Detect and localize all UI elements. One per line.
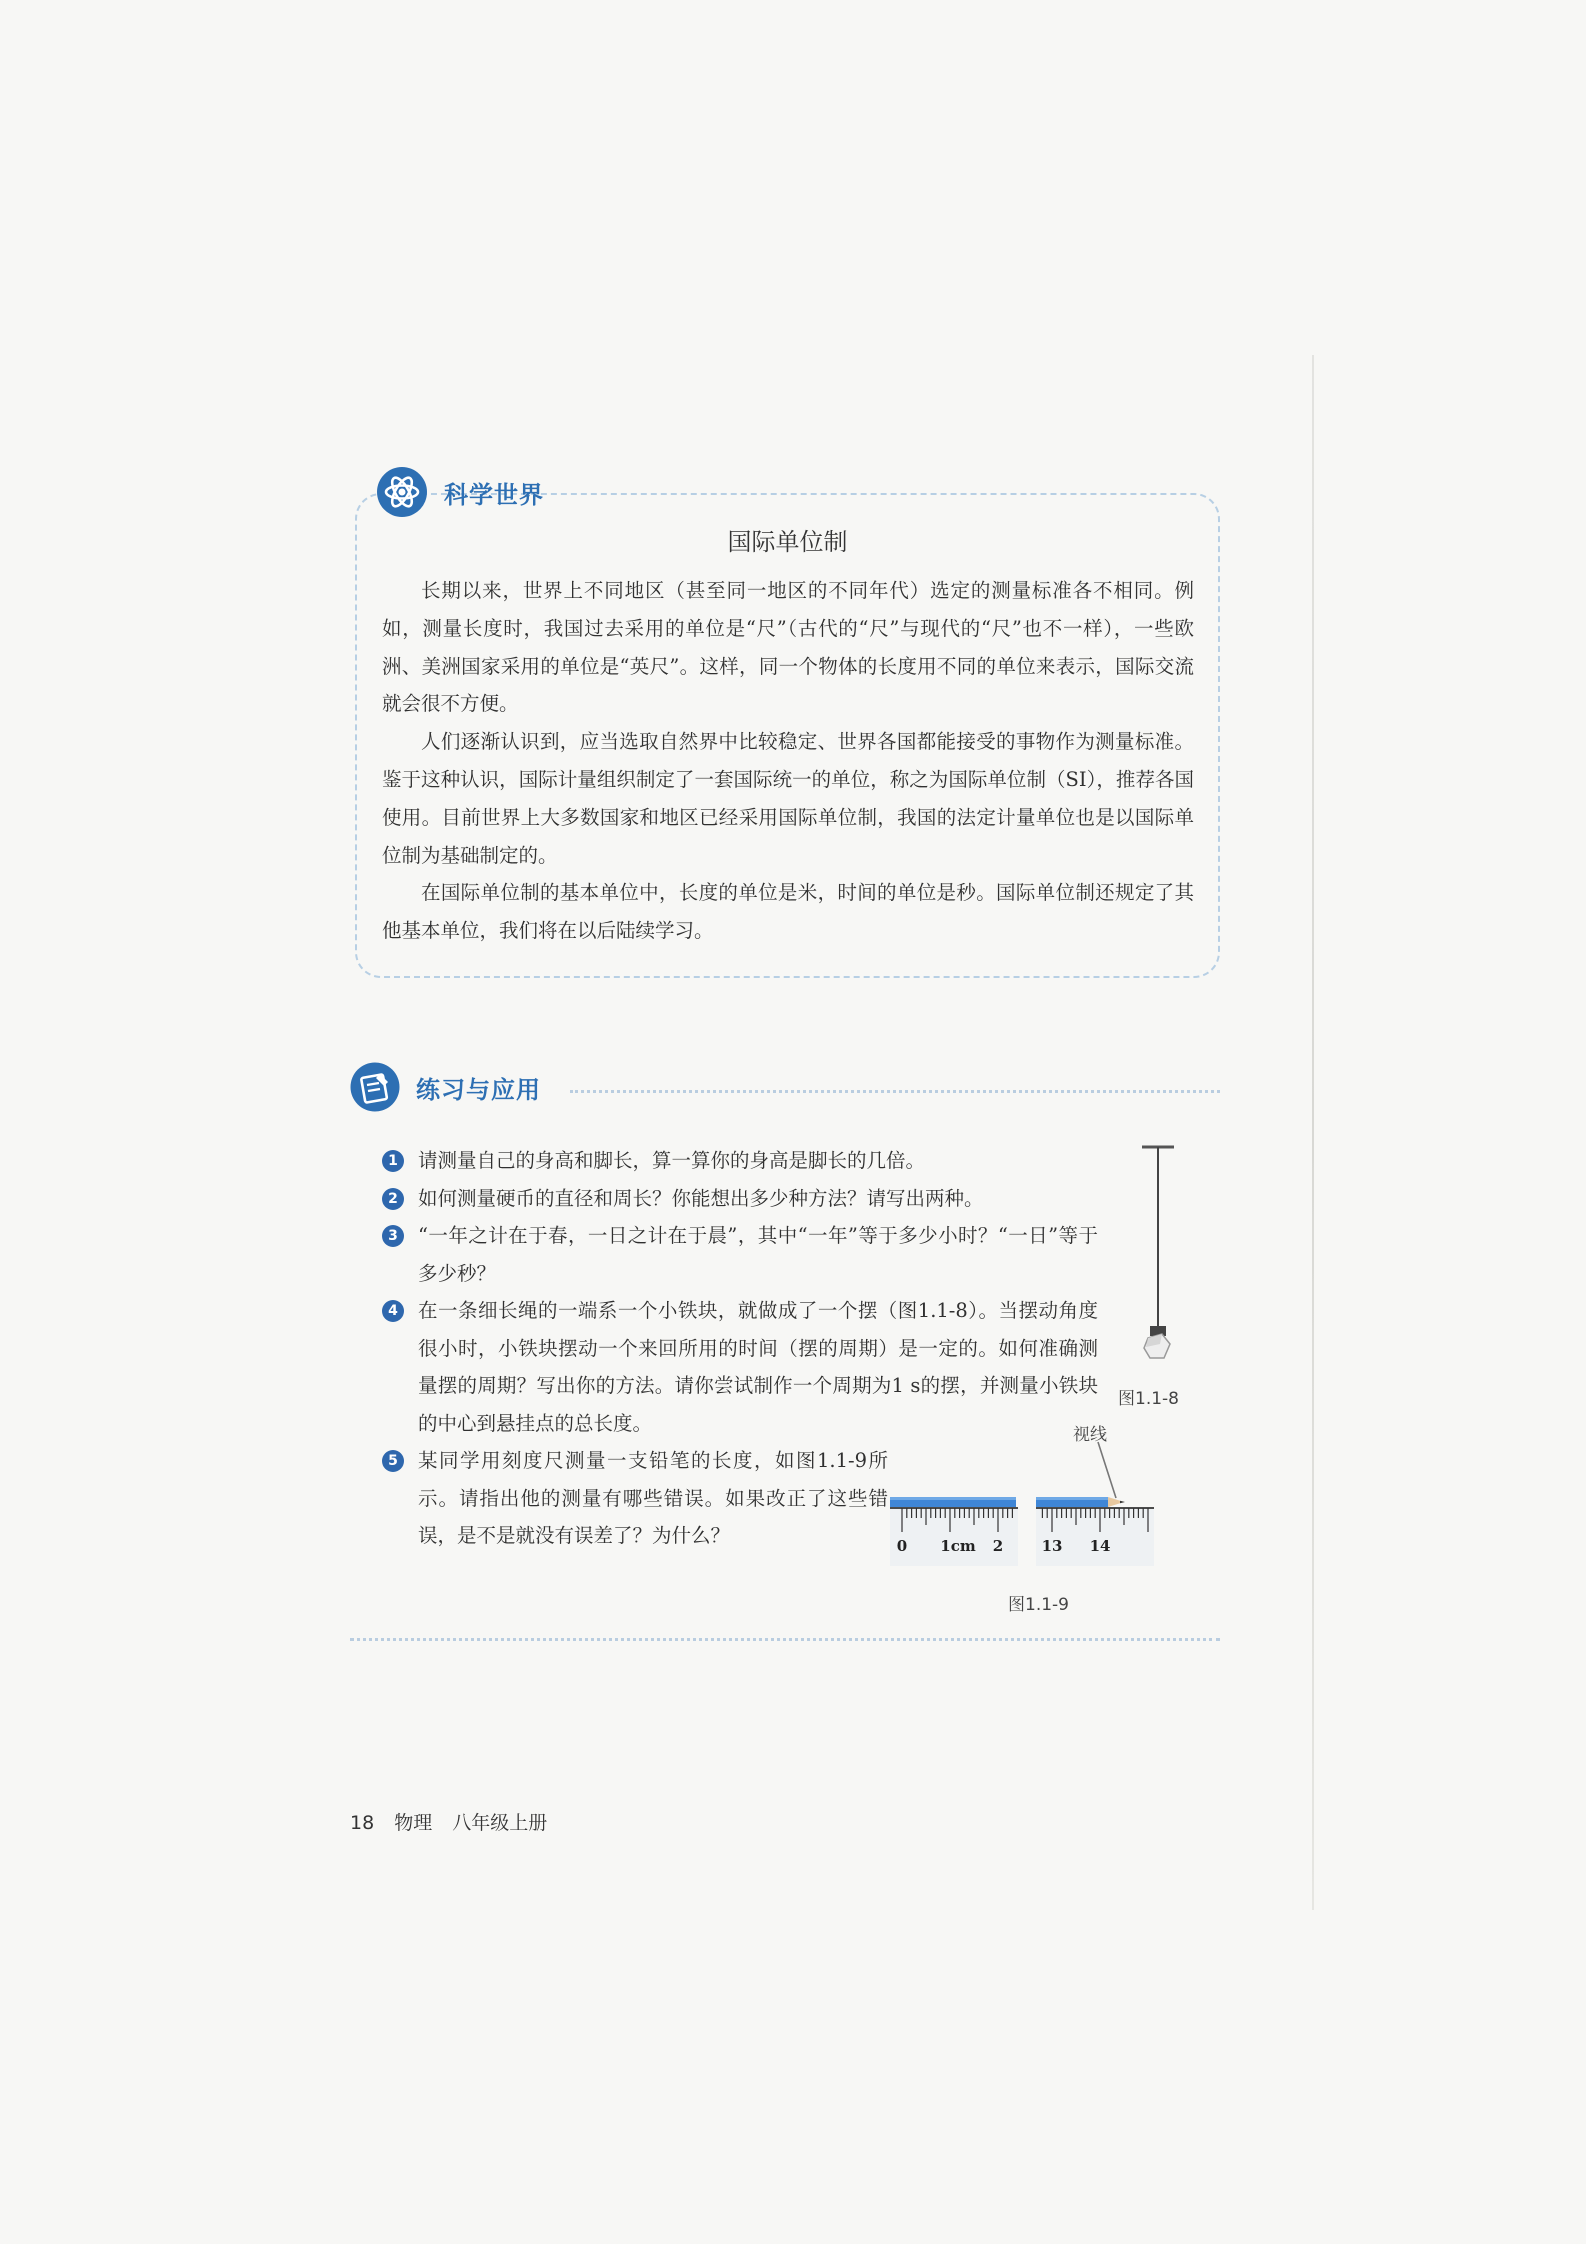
- ruler-pencil-figure: [888, 1438, 1160, 1578]
- exercise-number-badge: 4: [382, 1300, 404, 1322]
- exercise-notepad-icon: [350, 1062, 400, 1112]
- exercises-divider: [570, 1090, 1220, 1093]
- exercise-text: 如何测量硬币的直径和周长？你能想出多少种方法？请写出两种。: [418, 1186, 984, 1210]
- science-world-header: [376, 466, 544, 518]
- exercise-item: [382, 1442, 888, 1555]
- exercise-item: [382, 1142, 1098, 1180]
- exercise-text: 在一条细长绳的一端系一个小铁块，就做成了一个摆（图1.1-8）。当摆动角度很小时，小铁块摆动一个来回所用的时间（摆的周期）是一定的。如何准确测量摆的周期？写出你的方法。请你尝试制作一个周期为1 s的摆，并测量小铁块的中心到悬挂点的总长度。: [418, 1299, 1098, 1435]
- science-world-body: [382, 572, 1194, 950]
- pendulum-caption: 图1.1-8: [1118, 1389, 1179, 1409]
- ruler-tick-label: 2: [992, 1537, 1004, 1555]
- ruler-tick-label: 13: [1041, 1537, 1063, 1555]
- science-world-paragraph: 人们逐渐认识到，应当选取自然界中比较稳定、世界各国都能接受的事物作为测量标准。鉴于这种认识，国际计量组织制定了一套国际统一的单位，称之为国际单位制（SI），推荐各国使用。目前世界上大多数国家和地区已经采用国际单位制，我国的法定计量单位也是以国际单位制为基础制定的。: [382, 730, 1194, 867]
- ruler-tick-label: 1cm: [940, 1537, 976, 1555]
- science-world-paragraph: 在国际单位制的基本单位中，长度的单位是米，时间的单位是秒。国际单位制还规定了其他基本单位，我们将在以后陆续学习。: [382, 881, 1194, 943]
- exercises-header: [350, 1062, 541, 1112]
- pendulum-figure: [1130, 1138, 1190, 1368]
- exercise-number-badge: 5: [382, 1450, 404, 1472]
- page-number: 18: [350, 1812, 375, 1834]
- page-footer: [350, 1808, 561, 1835]
- sightline-label: 视线: [1073, 1425, 1107, 1445]
- page-edge: [1312, 355, 1314, 1910]
- exercise-item: [382, 1292, 1098, 1442]
- exercise-number-badge: 3: [382, 1225, 404, 1247]
- science-world-paragraph: 长期以来，世界上不同地区（甚至同一地区的不同年代）选定的测量标准各不相同。例如，测量长度时，我国过去采用的单位是“尺”（古代的“尺”与现代的“尺”也不一样），一些欧洲、美洲国家采用的单位是“英尺”。这样，同一个物体的长度用不同的单位来表示，国际交流就会很不方便。: [382, 579, 1194, 716]
- ruler-caption: 图1.1-9: [1008, 1595, 1069, 1615]
- book-subject: 物理: [394, 1812, 433, 1834]
- ruler-tick-label: 14: [1089, 1537, 1111, 1555]
- ruler-tick-label: 0: [896, 1537, 908, 1555]
- exercise-text: 某同学用刻度尺测量一支铅笔的长度，如图1.1-9所示。请指出他的测量有哪些错误。如果改正了这些错误，是不是就没有误差了？为什么？: [418, 1449, 888, 1547]
- exercise-number-badge: 2: [382, 1188, 404, 1210]
- science-world-label: 科学世界: [444, 480, 544, 509]
- exercise-item: [382, 1180, 1098, 1218]
- exercise-text: 请测量自己的身高和脚长，算一算你的身高是脚长的几倍。: [418, 1149, 926, 1172]
- atom-icon: [376, 466, 428, 518]
- section-divider: [350, 1638, 1220, 1641]
- exercise-item: [382, 1217, 1098, 1292]
- book-volume: 八年级上册: [452, 1812, 548, 1834]
- exercise-text: “一年之计在于春，一日之计在于晨”，其中“一年”等于多少小时？“一日”等于多少秒？: [418, 1224, 1098, 1285]
- science-world-title: 国际单位制: [727, 528, 848, 556]
- exercises-label: 练习与应用: [416, 1075, 541, 1104]
- exercise-number-badge: 1: [382, 1150, 404, 1172]
